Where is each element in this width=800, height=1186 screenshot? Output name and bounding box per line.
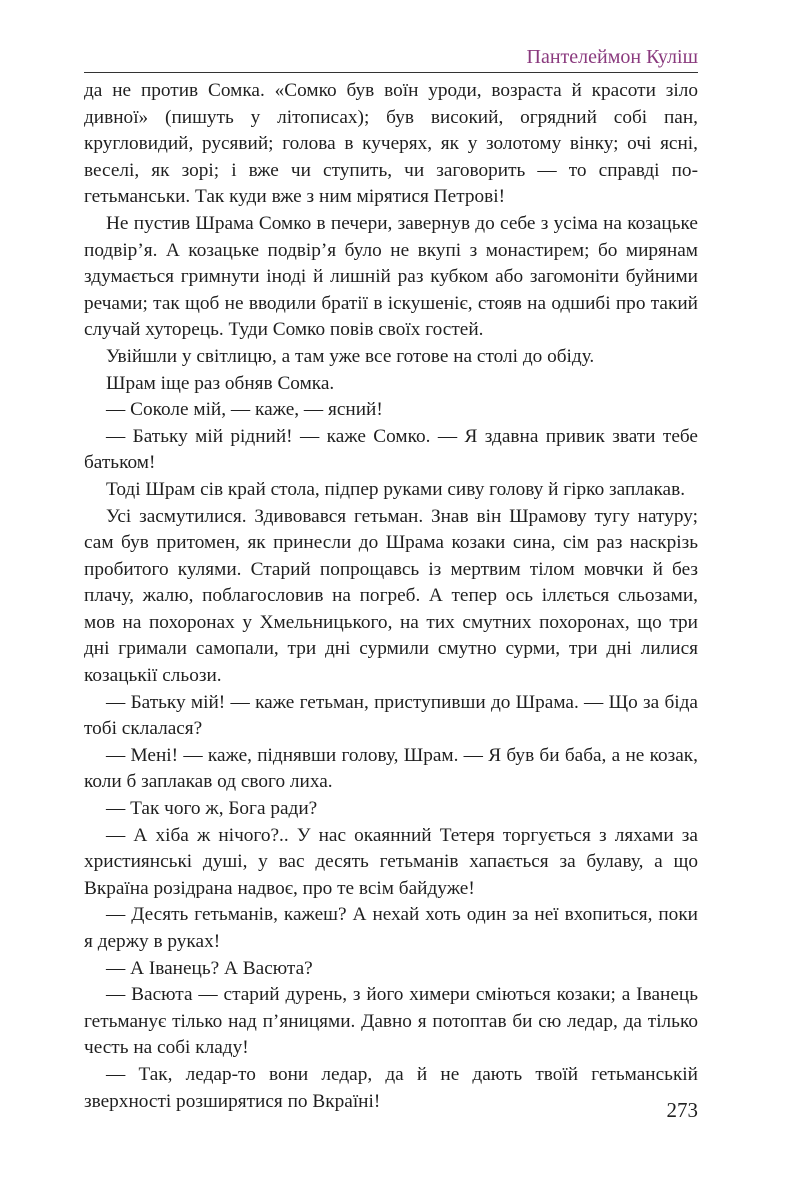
header-rule bbox=[84, 72, 698, 73]
dialogue-paragraph: — Батьку мій! — каже гетьман, приступивши до Шрама. — Що за біда тобі склалася? bbox=[84, 691, 698, 740]
dialogue-paragraph: — Мені! — каже, піднявши голову, Шрам. — Я був би баба, а не козак, коли б заплакав од свого лиха. bbox=[84, 744, 698, 793]
dialogue-paragraph: — Соколе мій, — каже, — ясний! bbox=[106, 399, 383, 421]
dialogue-paragraph: — Так, ледар-то вони ледар, да й не дають твоїй гетьманській зверхності розширятися по Вкраїні! bbox=[84, 1063, 698, 1112]
paragraph: Шрам іще раз обняв Сомка. bbox=[106, 372, 335, 394]
paragraph: Усі засмутилися. Здивовався гетьман. Знав він Шрамову тугу натуру; сам був притомен, як принесли до Шрама козаки сина, сім раз наскрізь пробитого кулями. Старий попрощавсь із мертвим тілом мовчки й без плачу, жалю, поблагословив на погреб. А тепер ось іллється сльозами, мов на похоронах у Хмельницького, на тих смутних похоронах, що три дні гримали самопали, три дні сурмили смутно сурми, три дні лилися козацькії сльози. bbox=[84, 505, 698, 687]
page-number: 273 bbox=[666, 1098, 698, 1122]
paragraph: Не пустив Шрама Сомко в печери, завернув до себе з усіма на козацьке подвір’я. А козацьке подвір’я було не вкупі з монастирем; бо мирянам здумається гримнути іноді й лишній раз кубком або загомоніти буйними речами; так щоб не вводили братії в іскушеніє, стояв на одшибі про такий случай хуторець. Туди Сомко повів своїх гостей. bbox=[84, 212, 698, 341]
dialogue-paragraph: — Десять гетьманів, кажеш? А нехай хоть один за неї вхопиться, поки я держу в руках! bbox=[84, 904, 698, 952]
dialogue-paragraph: — А хіба ж нічого?.. У нас окаянний Тетеря торгується з ляхами за християнські душі, у вас десять гетьманів хапається за булаву, а що Вкраїна розідрана надвоє, про те всім байдуже! bbox=[84, 824, 698, 899]
paragraph: Увійшли у світлицю, а там уже все готове на столі до обіду. bbox=[106, 345, 595, 367]
dialogue-paragraph: — Так чого ж, Бога ради? bbox=[106, 798, 318, 820]
running-header-author: Пантелеймон Куліш bbox=[526, 46, 698, 68]
dialogue-paragraph: — А Іванець? А Васюта? bbox=[106, 957, 313, 979]
dialogue-paragraph: — Васюта — старий дурень, з його химери сміються козаки; а Іванець гетьманує тілько над п’яницями. Давно я потоптав би сю ледар, да тілько честь на собі кладу! bbox=[84, 984, 698, 1059]
paragraph: Тоді Шрам сів край стола, підпер руками сиву голову й гірко заплакав. bbox=[106, 478, 686, 500]
page-body bbox=[84, 78, 698, 1115]
dialogue-paragraph: — Батьку мій рідний! — каже Сомко. — Я здавна привик звати тебе батьком! bbox=[84, 425, 698, 474]
paragraph: да не против Сомка. «Сомко був воїн уроди, возраста й красоти зіло дивної» (пишуть у літописах); був високий, огрядний собі пан, кругловидий, русявий; голова в кучерях, як у золотому вінку; очі ясні, веселі, як зорі; і вже чи ступить, чи заговорить — то справді по-гетьманськи. Так куди вже з ним мірятися Петрові! bbox=[84, 80, 698, 208]
